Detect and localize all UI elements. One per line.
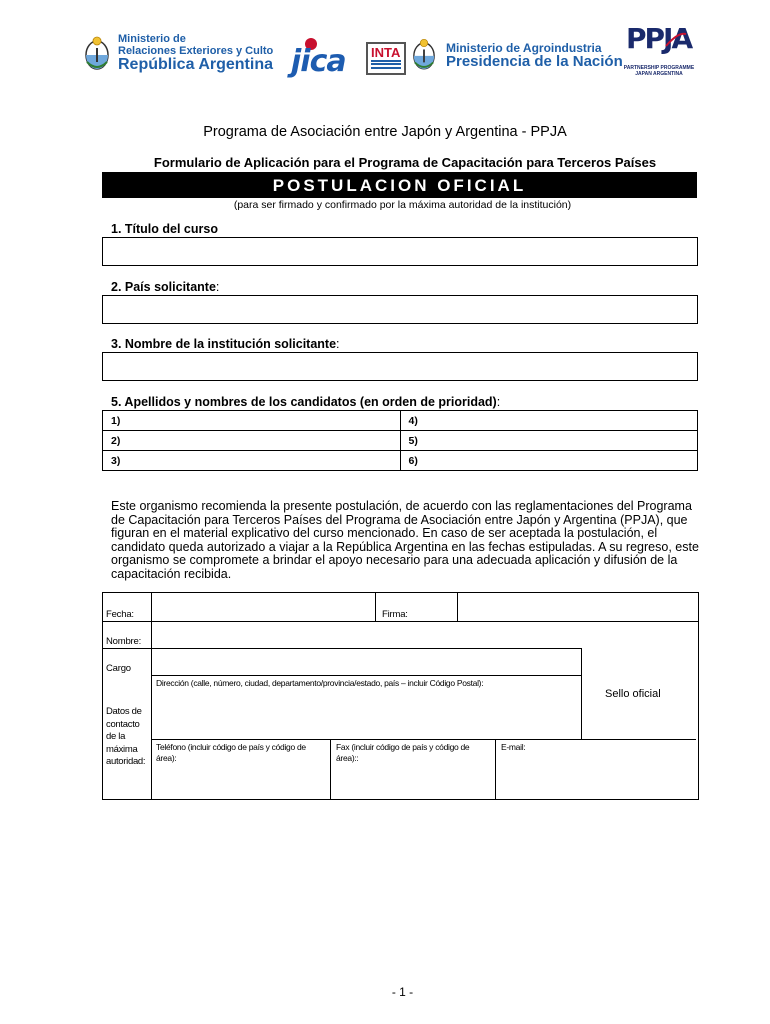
- nombre-input[interactable]: [152, 622, 696, 648]
- course-title-input[interactable]: [102, 237, 698, 266]
- banner-postulacion-oficial: POSTULACION OFICIAL: [102, 172, 697, 198]
- nombre-label: Nombre:: [106, 636, 142, 647]
- institution-label-colon: :: [336, 337, 340, 351]
- country-label: [111, 280, 219, 294]
- page-number: - 1 -: [391, 985, 414, 999]
- institution-label: [111, 337, 340, 351]
- ppja-logo: [616, 22, 702, 82]
- agro-logo: [412, 38, 623, 74]
- inta-logo: [366, 42, 406, 75]
- direccion-input[interactable]: [152, 676, 580, 738]
- datos-contacto-label: Datos de contacto de la máxima autoridad:: [106, 706, 146, 767]
- recommendation-paragraph: Este organismo recomienda la presente postulación, de acuerdo con las reglamentaciones del Programa de Capacitación para Terceros Países del Programa de Asociación entre Japón y Argentina (PPJA), que figuran en el material explicativo del curso mencionado. En caso de ser aceptada la postulación, el candidato queda autorizado a viajar a la República Argentina en las fechas estipuladas. A su regreso, este organismo se compromete a brindar el apoyo necesario para una adecuada aplicación y difusión de la capacitación recibida.: [111, 499, 699, 581]
- candidates-table: [102, 410, 698, 471]
- ministry-line-1: Ministerio de: [118, 33, 186, 45]
- signature-form: [102, 592, 699, 800]
- candidate-cell-5[interactable]: 5): [400, 431, 698, 451]
- argentina-shield-icon-2: [412, 38, 438, 74]
- ppja-swoosh-icon: [664, 30, 688, 50]
- agro-line-2: Presidencia de la Nación: [446, 53, 623, 71]
- course-title-label: 1. Título del curso: [111, 222, 218, 236]
- candidates-label: [111, 395, 500, 409]
- firma-label: Firma:: [382, 609, 408, 620]
- agro-line-1: Ministerio de Agroindustria: [446, 40, 602, 55]
- fax-label: Fax (incluir código de país y código de área)::: [336, 742, 470, 763]
- ministry-line-3: República Argentina: [118, 56, 273, 74]
- candidate-cell-4[interactable]: 4): [400, 411, 698, 431]
- ppja-mark: PPJA: [626, 22, 692, 55]
- candidate-cell-1[interactable]: 1): [103, 411, 401, 431]
- firma-input[interactable]: [458, 593, 697, 621]
- program-title: Programa de Asociación entre Japón y Argentina - PPJA: [203, 124, 567, 140]
- signature-note: (para ser firmado y confirmado por la máxima autoridad de la institución): [233, 199, 572, 211]
- table-row: [103, 431, 698, 451]
- jica-logo: [291, 36, 351, 78]
- country-input[interactable]: [102, 295, 698, 324]
- fecha-label: Fecha:: [106, 609, 134, 620]
- inta-stripes-icon: [371, 62, 401, 72]
- candidate-cell-6[interactable]: 6): [400, 451, 698, 471]
- ppja-sub-1: PARTNERSHIP PROGRAMME: [623, 65, 695, 71]
- candidate-cell-3[interactable]: 3): [103, 451, 401, 471]
- candidate-cell-2[interactable]: 2): [103, 431, 401, 451]
- country-label-colon: :: [215, 280, 220, 294]
- email-label: E-mail:: [501, 742, 526, 752]
- ministry-logo: [84, 34, 273, 74]
- fecha-input[interactable]: [152, 593, 374, 621]
- candidates-label-text: 5. Apellidos y nombres de los candidatos (en orden de prioridad): [111, 395, 497, 409]
- table-row: [103, 411, 698, 431]
- institution-input[interactable]: [102, 352, 698, 381]
- institution-label-text: 3. Nombre de la institución solicitante: [111, 337, 337, 351]
- ministry-line-2: Relaciones Exteriores y Culto: [118, 44, 274, 57]
- sello-oficial-label: Sello oficial: [605, 688, 661, 700]
- ppja-sub-2: JAPAN ARGENTINA: [635, 70, 683, 77]
- candidates-label-colon: :: [496, 395, 501, 409]
- country-label-text: 2. País solicitante: [111, 280, 216, 294]
- form-title: Formulario de Aplicación para el Programa de Capacitación para Terceros Países: [153, 155, 657, 170]
- cargo-label: Cargo: [106, 663, 131, 674]
- telefono-label: Teléfono (incluir código de país y código de área):: [156, 742, 306, 763]
- cargo-input[interactable]: [152, 649, 580, 675]
- table-row: [103, 451, 698, 471]
- jica-wordmark: jica: [291, 44, 346, 79]
- direccion-label: Dirección (calle, número, ciudad, departamento/provincia/estado, país – incluir Código Postal):: [156, 678, 484, 688]
- argentina-shield-icon: [84, 36, 110, 72]
- inta-wordmark: INTA: [371, 45, 401, 60]
